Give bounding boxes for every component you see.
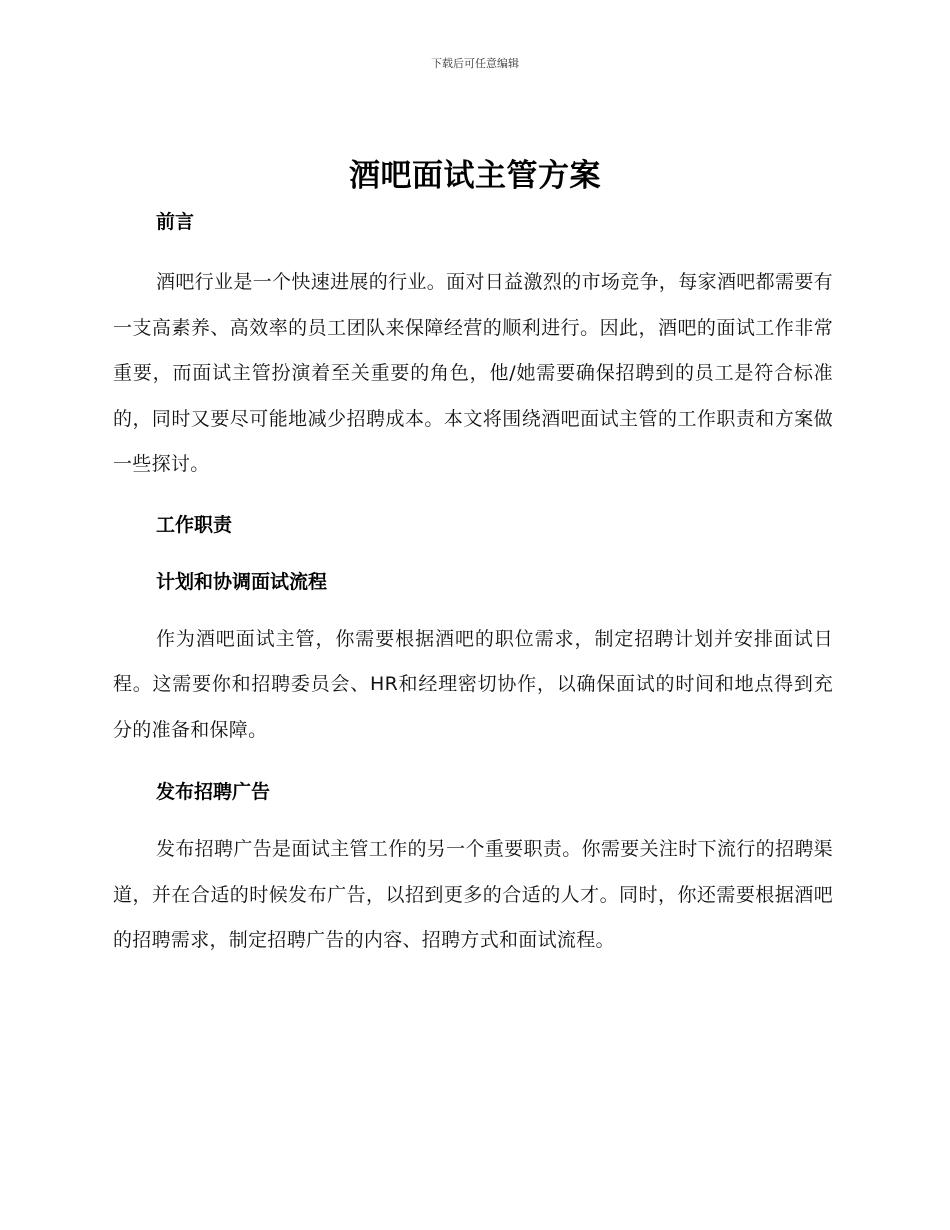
document-body [113,204,833,964]
section-heading-duties: 工作职责 [156,513,233,536]
header-note: 下载后可任意编辑 [431,57,519,70]
section-heading-preface: 前言 [156,211,195,233]
subsection-heading-plan: 计划和协调面试流程 [156,570,328,593]
document-title: 酒吧面试主管方案 [349,158,601,194]
paragraph-preface: 酒吧行业是一个快速进展的行业。面对日益激烈的市场竞争，每家酒吧都需要有一支高素养、高效率的员工团队来保障经营的顺利进行。因此，酒吧的面试工作非常重要，而面试主管扮演着至关重要的角色，他/她需要确保招聘到的员工是符合标准的，同时又要尽可能地减少招聘成本。本文将围绕酒吧面试主管的工作职责和方案做一些探讨。 [113,271,833,475]
paragraph-ads: 发布招聘广告是面试主管工作的另一个重要职责。你需要关注时下流行的招聘渠道，并在合适的时候发布广告，以招到更多的合适的人才。同时，你还需要根据酒吧的招聘需求，制定招聘广告的内容、招聘方式和面试流程。 [113,838,833,951]
paragraph-plan: 作为酒吧面试主管，你需要根据酒吧的职位需求，制定招聘计划并安排面试日程。这需要你和招聘委员会、HR和经理密切协作，以确保面试的时间和地点得到充分的准备和保障。 [113,627,833,741]
subsection-heading-ads: 发布招聘广告 [156,781,271,803]
